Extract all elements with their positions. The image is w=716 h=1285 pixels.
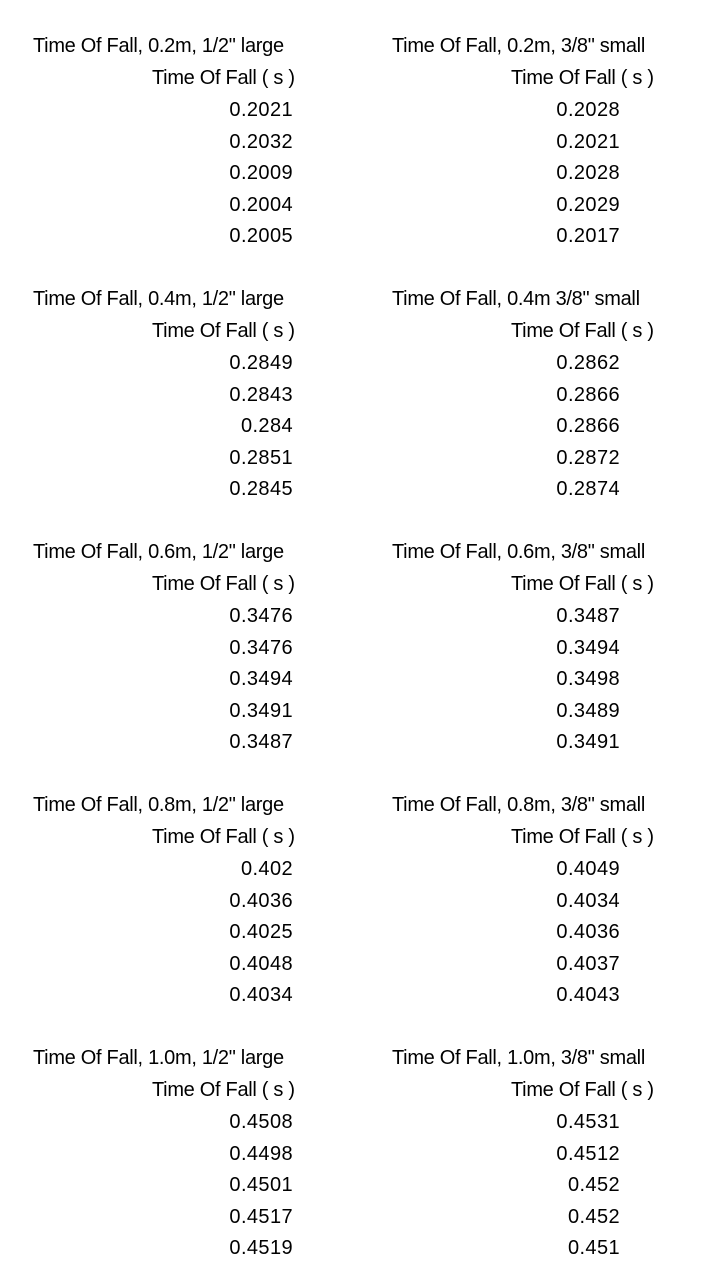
table-title: Time Of Fall, 0.4m, 1/2" large <box>33 288 284 310</box>
table-cell: 0.2866 <box>556 415 620 437</box>
table-cell: 0.2009 <box>229 162 293 184</box>
table-0.2m-large <box>33 33 373 273</box>
table-cell: 0.2845 <box>229 478 293 500</box>
table-cell: 0.3498 <box>556 668 620 690</box>
table-cell: 0.4048 <box>229 953 293 975</box>
table-cell: 0.3476 <box>229 605 293 627</box>
table-cell: 0.2028 <box>556 162 620 184</box>
table-cell: 0.2874 <box>556 478 620 500</box>
table-cell: 0.2843 <box>229 384 293 406</box>
table-cell: 0.3491 <box>556 731 620 753</box>
column-header: Time Of Fall ( s ) <box>511 1079 654 1101</box>
table-cell: 0.2005 <box>229 225 293 247</box>
column-header: Time Of Fall ( s ) <box>152 826 295 848</box>
table-cell: 0.284 <box>240 415 293 437</box>
table-cell: 0.3491 <box>229 700 293 722</box>
table-0.4m-small <box>392 286 712 526</box>
table-cell: 0.4519 <box>229 1237 293 1259</box>
table-title: Time Of Fall, 1.0m, 1/2" large <box>33 1047 284 1069</box>
table-cell: 0.451 <box>567 1237 620 1259</box>
table-title: Time Of Fall, 0.6m, 3/8" small <box>392 541 645 563</box>
table-cell: 0.4501 <box>229 1174 293 1196</box>
table-cell: 0.4034 <box>229 984 293 1006</box>
table-cell: 0.402 <box>240 858 293 880</box>
table-cell: 0.4043 <box>556 984 620 1006</box>
table-0.8m-small <box>392 792 712 1032</box>
table-cell: 0.4036 <box>229 890 293 912</box>
table-title: Time Of Fall, 0.2m, 3/8" small <box>392 35 645 57</box>
table-cell: 0.2851 <box>229 447 293 469</box>
table-cell: 0.4036 <box>556 921 620 943</box>
column-header: Time Of Fall ( s ) <box>152 1079 295 1101</box>
table-1.0m-large <box>33 1045 373 1285</box>
table-cell: 0.4508 <box>229 1111 293 1133</box>
table-cell: 0.2021 <box>556 131 620 153</box>
table-cell: 0.2021 <box>229 99 293 121</box>
table-cell: 0.2029 <box>556 194 620 216</box>
column-header: Time Of Fall ( s ) <box>511 573 654 595</box>
table-0.6m-small <box>392 539 712 779</box>
table-title: Time Of Fall, 0.8m, 1/2" large <box>33 794 284 816</box>
table-cell: 0.452 <box>567 1206 620 1228</box>
table-cell: 0.2032 <box>229 131 293 153</box>
table-cell: 0.3476 <box>229 637 293 659</box>
column-header: Time Of Fall ( s ) <box>152 67 295 89</box>
table-cell: 0.4049 <box>556 858 620 880</box>
table-cell: 0.3494 <box>556 637 620 659</box>
table-cell: 0.4037 <box>556 953 620 975</box>
column-header: Time Of Fall ( s ) <box>511 320 654 342</box>
table-cell: 0.2017 <box>556 225 620 247</box>
table-0.6m-large <box>33 539 373 779</box>
table-cell: 0.2004 <box>229 194 293 216</box>
table-1.0m-small <box>392 1045 712 1285</box>
table-cell: 0.2866 <box>556 384 620 406</box>
table-title: Time Of Fall, 0.4m 3/8" small <box>392 288 640 310</box>
table-title: Time Of Fall, 0.8m, 3/8" small <box>392 794 645 816</box>
table-0.8m-large <box>33 792 373 1032</box>
table-cell: 0.4034 <box>556 890 620 912</box>
table-title: Time Of Fall, 1.0m, 3/8" small <box>392 1047 645 1069</box>
table-cell: 0.4517 <box>229 1206 293 1228</box>
column-header: Time Of Fall ( s ) <box>511 826 654 848</box>
table-cell: 0.3489 <box>556 700 620 722</box>
table-cell: 0.3487 <box>229 731 293 753</box>
table-title: Time Of Fall, 0.6m, 1/2" large <box>33 541 284 563</box>
table-cell: 0.4512 <box>556 1143 620 1165</box>
table-title: Time Of Fall, 0.2m, 1/2" large <box>33 35 284 57</box>
column-header: Time Of Fall ( s ) <box>152 320 295 342</box>
table-cell: 0.452 <box>567 1174 620 1196</box>
column-header: Time Of Fall ( s ) <box>152 573 295 595</box>
table-cell: 0.4498 <box>229 1143 293 1165</box>
table-cell: 0.4531 <box>556 1111 620 1133</box>
table-cell: 0.4025 <box>229 921 293 943</box>
table-cell: 0.3487 <box>556 605 620 627</box>
table-cell: 0.2872 <box>556 447 620 469</box>
table-cell: 0.2862 <box>556 352 620 374</box>
table-cell: 0.2849 <box>229 352 293 374</box>
table-0.2m-small <box>392 33 712 273</box>
column-header: Time Of Fall ( s ) <box>511 67 654 89</box>
table-0.4m-large <box>33 286 373 526</box>
table-cell: 0.2028 <box>556 99 620 121</box>
table-cell: 0.3494 <box>229 668 293 690</box>
